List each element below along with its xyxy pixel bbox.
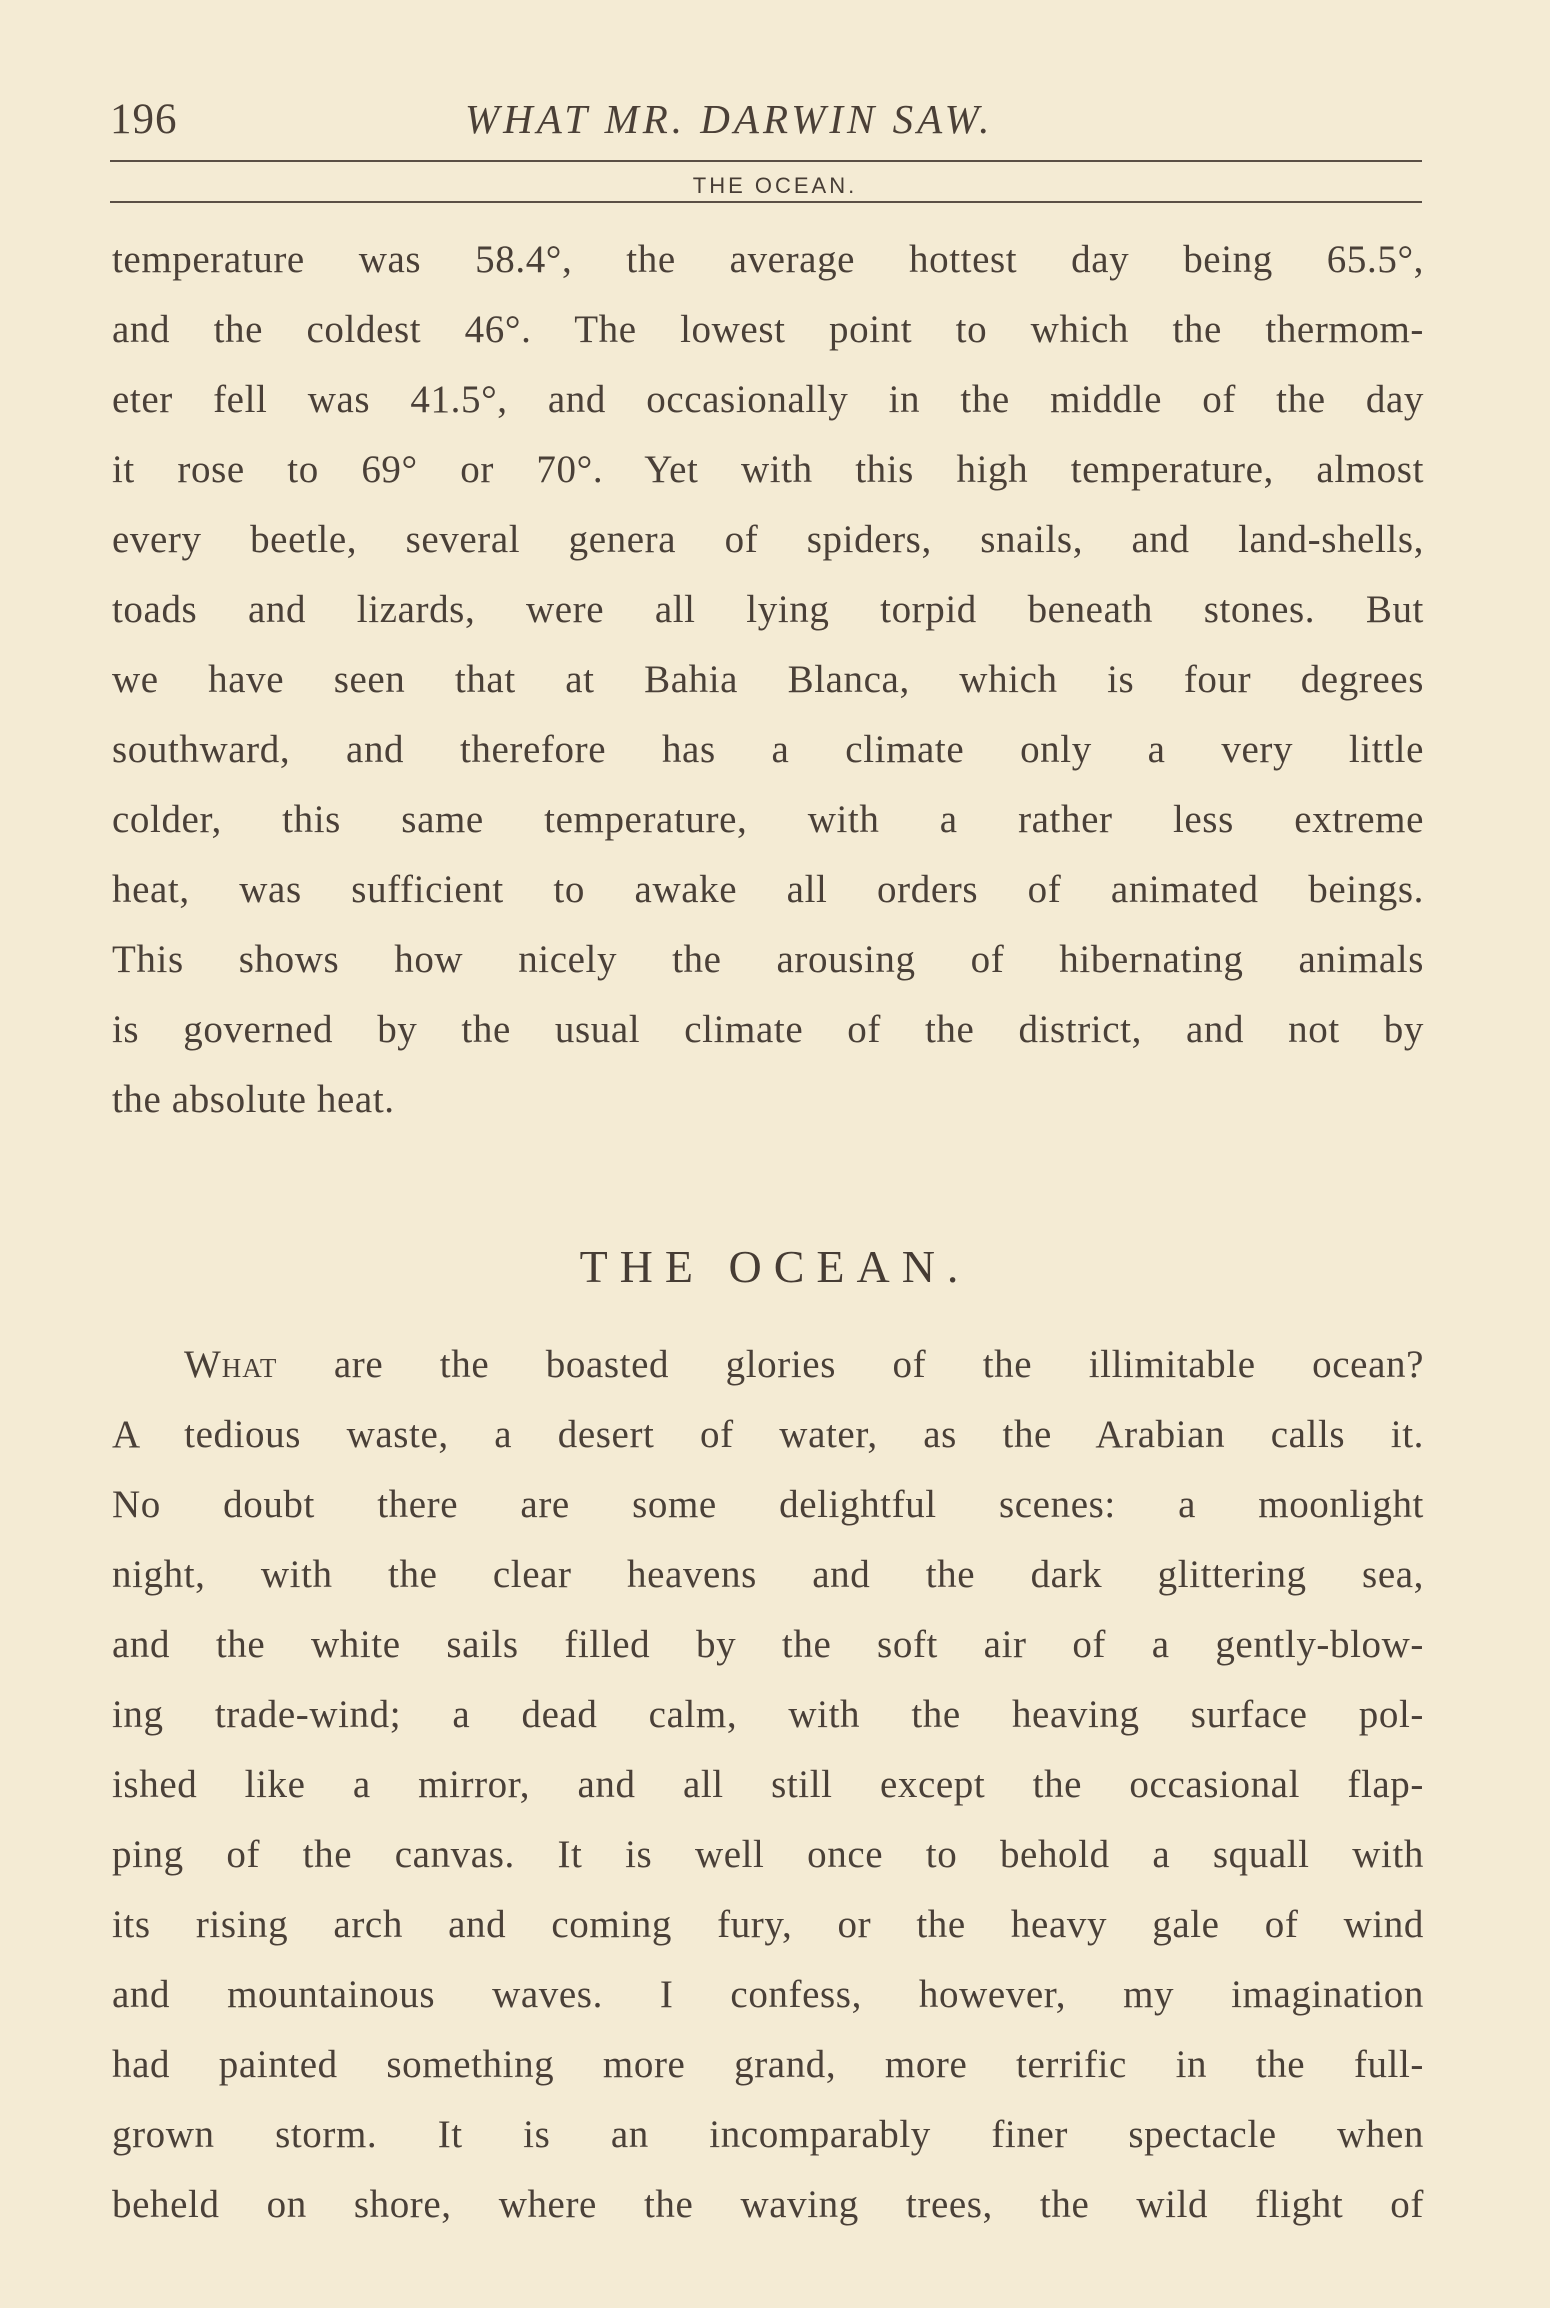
text-line: grown storm. It is an incomparably finer spectacle when [112,2113,1424,2156]
opening-word: What [184,1343,278,1386]
section-label: THE OCEAN. [692,173,858,198]
page-number: 196 [110,96,178,143]
text-line: temperature was 58.4°, the average hottest day being 65.5°, [112,238,1424,281]
page-header [110,95,1422,145]
header-rule-top [110,160,1422,162]
header-rule-bottom [110,201,1422,203]
text-line-first [112,1330,1424,1400]
text-line: colder, this same temperature, with a rather less extreme [112,798,1424,841]
text-line: heat, was sufficient to awake all orders of animated beings. [112,868,1424,911]
text-line: every beetle, several genera of spiders, snails, and land-shells, [112,518,1424,561]
chapter-title: THE OCEAN. [579,1241,971,1292]
running-title: WHAT MR. DARWIN SAW. [465,96,994,142]
text-line: night, with the clear heavens and the dark glittering sea, [112,1553,1424,1596]
text-line: and mountainous waves. I confess, however, my imagination [112,1973,1424,2016]
text-line: we have seen that at Bahia Blanca, which is four degrees [112,658,1424,701]
text-line: eter fell was 41.5°, and occasionally in the middle of the day [112,378,1424,421]
text-line: beheld on shore, where the waving trees, the wild flight of [112,2183,1424,2226]
text-line: its rising arch and coming fury, or the heavy gale of wind [112,1903,1424,1946]
text-line: and the white sails filled by the soft air of a gently-blow- [112,1623,1424,1666]
text-line: the absolute heat. [112,1078,395,1121]
paragraph-continued [112,225,1424,1135]
text-line: ping of the canvas. It is well once to behold a squall with [112,1833,1424,1876]
text-line: southward, and therefore has a climate only a very little [112,728,1424,771]
text-line: ing trade-wind; a dead calm, with the heaving surface pol- [112,1693,1424,1736]
text-line: No doubt there are some delightful scenes: a moonlight [112,1483,1424,1526]
text-line: A tedious waste, a desert of water, as the Arabian calls it. [112,1413,1424,1456]
text-line: had painted something more grand, more terrific in the full- [112,2043,1424,2086]
text-line: toads and lizards, were all lying torpid beneath stones. But [112,588,1424,631]
text-line: is governed by the usual climate of the district, and not by [112,1008,1424,1051]
text-line: it rose to 69° or 70°. Yet with this high temperature, almost [112,448,1424,491]
first-line-rest: are the boasted glories of the illimitable ocean? [277,1343,1424,1386]
text-line: ished like a mirror, and all still except the occasional flap- [112,1763,1424,1806]
paragraph-ocean [112,1330,1424,2240]
text-line: and the coldest 46°. The lowest point to which the thermom- [112,308,1424,351]
text-line: This shows how nicely the arousing of hibernating animals [112,938,1424,981]
